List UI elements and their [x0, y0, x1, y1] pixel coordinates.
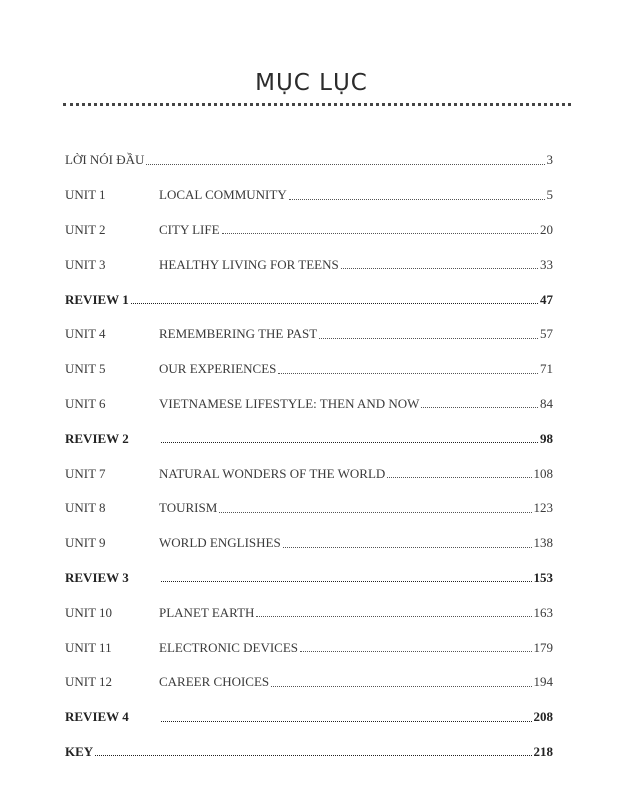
- dot-leader: [222, 233, 538, 234]
- toc-entry-title: PLANET EARTH: [159, 604, 255, 620]
- dot-leader: [387, 477, 531, 478]
- toc-entry-unit: UNIT 5: [65, 361, 106, 377]
- toc-entry-unit: UNIT 7: [65, 465, 106, 481]
- toc-entry-unit: UNIT 11: [65, 639, 112, 655]
- toc-entry-title: VIETNAMESE LIFESTYLE: THEN AND NOW: [159, 395, 420, 411]
- toc-entry-title: LOCAL COMMUNITY: [159, 187, 287, 203]
- dot-leader: [95, 755, 531, 756]
- toc-entry-title: CITY LIFE: [159, 221, 220, 237]
- dot-leader: [256, 616, 531, 617]
- toc-entry-page: 20: [540, 221, 553, 237]
- toc-entry-page: 57: [540, 326, 553, 342]
- toc-entry-page: 108: [533, 465, 553, 481]
- toc-entry-title: NATURAL WONDERS OF THE WORLD: [159, 465, 386, 481]
- title-dotted-divider: [63, 103, 571, 106]
- toc-entry: [65, 421, 553, 456]
- toc-entry-page: 179: [533, 639, 553, 655]
- toc-entry: [65, 352, 553, 387]
- toc-entry-page: 98: [540, 430, 553, 446]
- toc-entry: [65, 213, 553, 248]
- toc-entry-page: 123: [533, 500, 553, 516]
- toc-entry-title: WORLD ENGLISHES: [159, 535, 281, 551]
- toc-entry-page: 163: [533, 604, 553, 620]
- toc-entry: [65, 178, 553, 213]
- dot-leader: [161, 442, 538, 443]
- toc-entry: [65, 247, 553, 282]
- dot-leader: [161, 721, 532, 722]
- toc-entry-page: 3: [546, 152, 553, 168]
- toc-entry: [65, 526, 553, 561]
- toc-entry: [65, 630, 553, 665]
- dot-leader: [421, 407, 538, 408]
- toc-entry-title: REMEMBERING THE PAST: [159, 326, 318, 342]
- dot-leader: [319, 338, 538, 339]
- toc-entry-unit: REVIEW 1: [65, 291, 129, 307]
- toc-entry-title: HEALTHY LIVING FOR TEENS: [159, 256, 339, 272]
- toc-entry: [65, 456, 553, 491]
- toc-entry-page: 194: [533, 674, 553, 690]
- toc-entry-unit: REVIEW 4: [65, 709, 129, 725]
- toc-entry-unit: REVIEW 3: [65, 569, 129, 585]
- dot-leader: [300, 651, 531, 652]
- toc-entry-page: 138: [533, 535, 553, 551]
- dot-leader: [219, 512, 531, 513]
- toc-entry: [65, 387, 553, 422]
- toc-entry-page: 5: [546, 187, 553, 203]
- toc-entry-page: 47: [540, 291, 553, 307]
- toc-entry: [65, 317, 553, 352]
- toc-entry-title: TOURISM: [159, 500, 218, 516]
- toc-entry-unit: UNIT 2: [65, 221, 106, 237]
- toc-entry: [65, 595, 553, 630]
- toc-entry-page: 208: [533, 709, 553, 725]
- toc-entry: [65, 491, 553, 526]
- toc-entry-unit: KEY: [65, 743, 94, 759]
- toc-entry: [65, 665, 553, 700]
- toc-entry: [65, 143, 553, 178]
- toc-entry-unit: UNIT 4: [65, 326, 106, 342]
- toc-entry-unit: UNIT 9: [65, 535, 106, 551]
- toc-entry-page: 218: [533, 743, 553, 759]
- toc-entry: [65, 561, 553, 596]
- dot-leader: [131, 303, 538, 304]
- toc-entry: [65, 735, 553, 770]
- dot-leader: [161, 581, 532, 582]
- toc-entry-unit: UNIT 12: [65, 674, 113, 690]
- dot-leader: [283, 547, 532, 548]
- toc-entry-unit: UNIT 6: [65, 395, 106, 411]
- table-of-contents: [65, 143, 553, 769]
- toc-entry-unit: UNIT 10: [65, 604, 113, 620]
- toc-entry-title: ELECTRONIC DEVICES: [159, 639, 299, 655]
- toc-entry-unit: REVIEW 2: [65, 430, 129, 446]
- dot-leader: [278, 373, 538, 374]
- toc-entry: [65, 700, 553, 735]
- dot-leader: [146, 164, 544, 165]
- toc-entry-page: 71: [540, 361, 553, 377]
- toc-entry-title: CAREER CHOICES: [159, 674, 270, 690]
- toc-entry: [65, 282, 553, 317]
- toc-entry-unit: UNIT 8: [65, 500, 106, 516]
- page-title: MỤC LỤC: [255, 70, 368, 96]
- toc-entry-page: 84: [540, 395, 553, 411]
- toc-entry-title: OUR EXPERIENCES: [159, 361, 277, 377]
- toc-entry-unit: UNIT 1: [65, 187, 106, 203]
- toc-entry-page: 33: [540, 256, 553, 272]
- dot-leader: [289, 199, 545, 200]
- dot-leader: [341, 268, 538, 269]
- toc-entry-page: 153: [533, 569, 553, 585]
- toc-entry-unit: LỜI NÓI ĐẦU: [65, 152, 145, 168]
- toc-entry-unit: UNIT 3: [65, 256, 106, 272]
- dot-leader: [271, 686, 531, 687]
